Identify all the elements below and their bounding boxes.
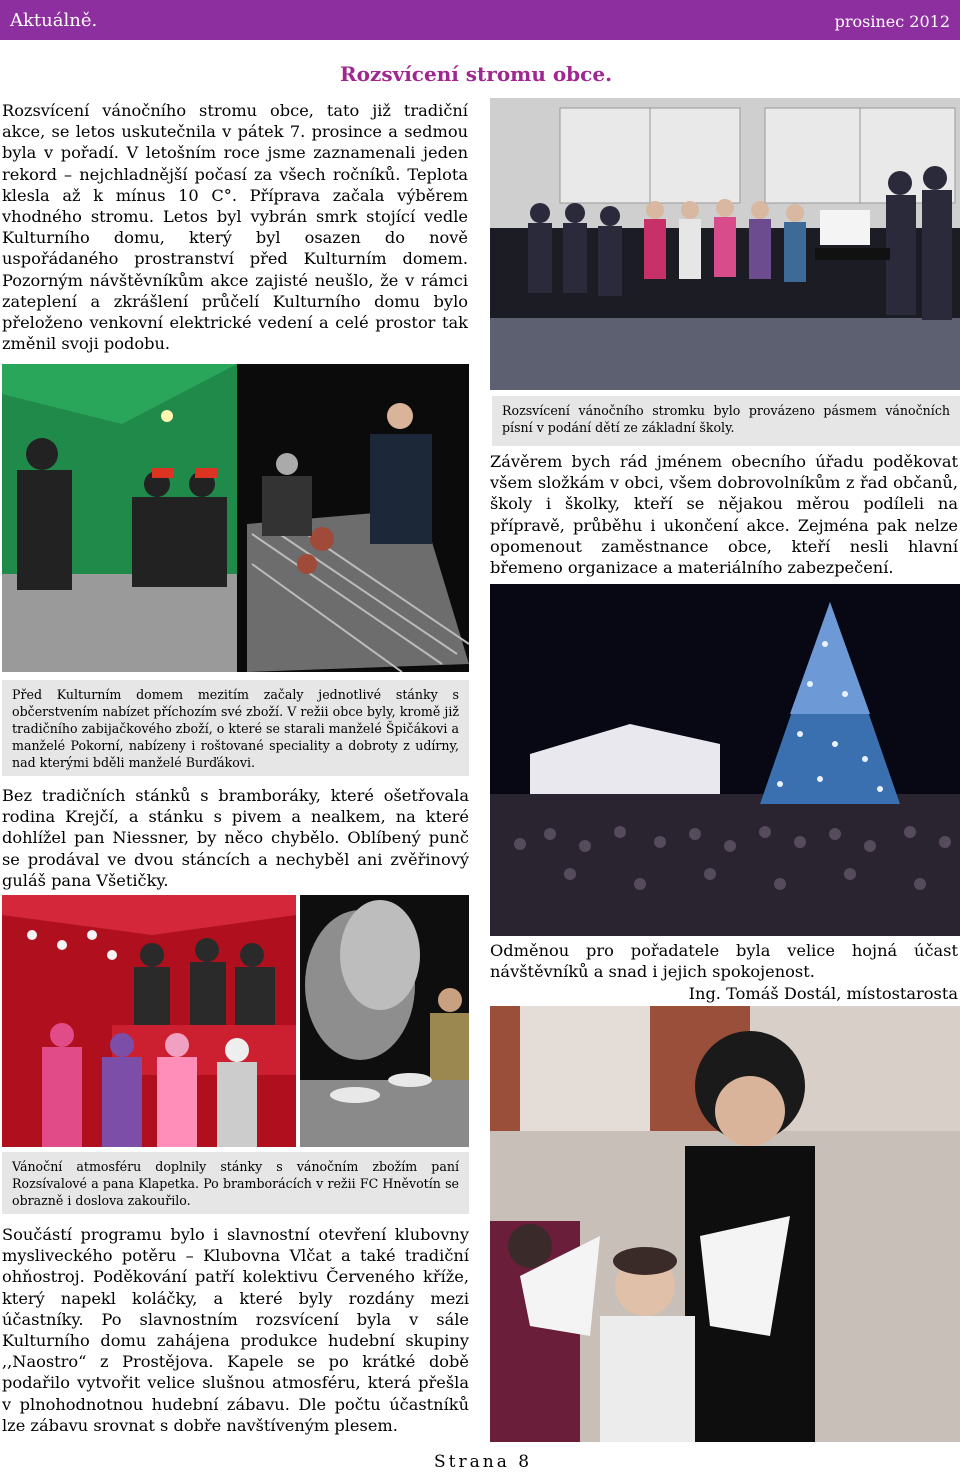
issue-date: prosinec 2012 bbox=[834, 12, 950, 31]
photo-dance bbox=[490, 1006, 960, 1442]
caption-christmas: Vánoční atmosféru doplnily stánky s vánočním zbožím paní Rozsívalové a pana Klapetka. Po bramborácích v režii FC Hněvotín se obrazně i doslova zakouřilo. bbox=[2, 1152, 469, 1214]
caption-stalls: Před Kulturním domem mezitím začaly jednotlivé stánky s občerstvením nabízet příchozím své zboží. V režii obce byly, kromě již tradičního zabijačkového zboží, o které se starali manželé Špičákovi a manželé Pokorní, nabízeny i roštované speciality a dobroty z udírny, nad kterými bděli manželé Burďákovi. bbox=[2, 680, 469, 776]
program-paragraph: Součástí programu bylo i slavnostní otevření klubovny mysliveckého potěru – Klubovna Vlčat a také tradiční ohňostroj. Poděkování patří kolektivu Červeného kříže, který napekl koláčky, a které byly rozdány mezi účastníky. Po slavnostním rozsvícení byla v sále Kulturního domu zahájena produkce hudební skupiny ,,Naostro“ z Prostějova. Kapele se po krátké době podařilo vytvořit velice slušnou atmosféru, která přešla v plnohodnotnou hudební zábavu. Dle počtu účastníků lze zábavu srovnat s dobře navštíveným plesem. bbox=[2, 1225, 469, 1435]
photo-christmas-stall bbox=[2, 895, 296, 1147]
section-label: Aktuálně. bbox=[10, 10, 98, 31]
article-title: Rozsvícení stromu obce. bbox=[340, 62, 613, 86]
page-header bbox=[0, 0, 960, 40]
photo-choir bbox=[490, 98, 960, 390]
photo-grill bbox=[2, 364, 469, 672]
page-number: Strana 8 bbox=[434, 1452, 533, 1472]
caption-choir: Rozsvícení vánočního stromku bylo provázeno pásmem vánočních písní v podání dětí ze základní školy. bbox=[492, 396, 960, 446]
stalls-paragraph: Bez tradičních stánků s bramboráky, které ošetřovala rodina Krejčí, a stánku s pivem a nealkem, na které dohlížel pan Niessner, by něco chybělo. Oblíbený punč se prodával ve dvou stáncích a nechyběl ani zvěřinový guláš pana Všetičky. bbox=[2, 786, 469, 890]
thanks-paragraph: Závěrem bych rád jménem obecního úřadu poděkovat všem složkám v obci, všem dobrovolníkům z řad občanů, školy i školky, kteří se nějakou měrou podíleli na přípravě, průběhu i ukončení akce. Zejména pak nelze opomenout zaměstnance obce, kteří nesli hlavní břemeno organizace a materiálního zabezpečení. bbox=[490, 452, 958, 578]
intro-paragraph: Rozsvícení vánočního stromu obce, tato již tradiční akce, se letos uskutečnila v pátek 7. prosince a sedmou byla v pořadí. V letošním roce jsme zaznamenali jeden rekord – nejchladnější počasí za všech ročníků. Teplota klesla až k mínus 10 C°. Příprava začala výběrem vhodného stromu. Letos byl vybrán smrk stojící vedle Kulturního domu, který byl osazen do nově uspořádaného prostranství před Kulturním domem. Pozorným návštěvníkům akce zajisté neušlo, že v rámci zateplení a zkrášlení průčelí Kulturního domu bylo přeloženo venkovní elektrické vedení a celé prostor tak změnil svoji podobu. bbox=[2, 101, 468, 354]
closing-paragraph: Odměnou pro pořadatele byla velice hojná účast návštěvníků a snad i jejich spokojenost. bbox=[490, 941, 958, 982]
photo-smoke bbox=[300, 895, 469, 1147]
photo-tree bbox=[490, 584, 960, 936]
signature: Ing. Tomáš Dostál, místostarosta bbox=[688, 984, 958, 1003]
